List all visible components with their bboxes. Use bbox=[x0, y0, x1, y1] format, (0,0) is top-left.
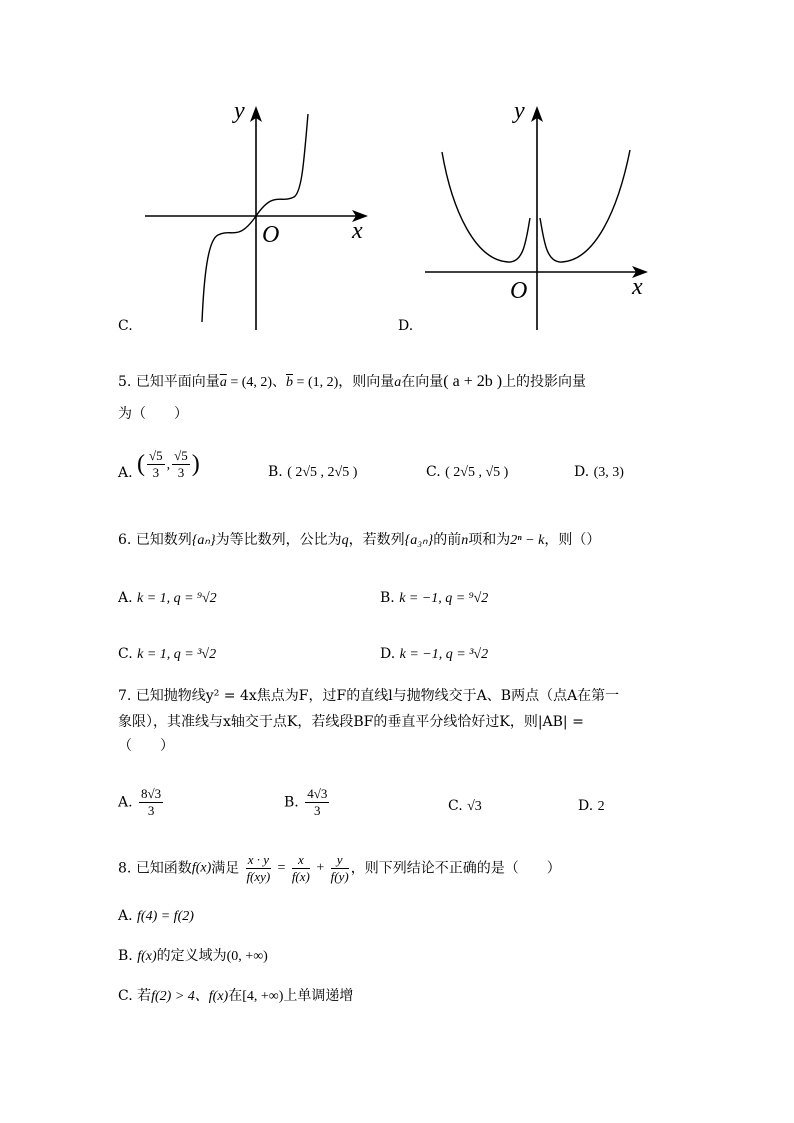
q5-option-b bbox=[268, 462, 357, 483]
q5-a-frac2: $\frac{√5}{3}$ bbox=[174, 448, 188, 480]
q7-option-d: D. 2 bbox=[578, 798, 605, 814]
graph-d-x-label: x bbox=[632, 274, 643, 300]
curve-c bbox=[202, 114, 308, 322]
q8-number: 8. bbox=[118, 860, 132, 877]
curve-d-left bbox=[442, 152, 530, 262]
q5-a-frac1: $\frac{√5}{3}$ bbox=[149, 448, 163, 480]
q5-line2: 为（ ） bbox=[118, 406, 188, 422]
q6-stem: 6. 已知数列{aₙ}为等比数列，公比为q，若数列{a₃ₙ}的前n项和为2ⁿ − k，则（） bbox=[118, 532, 601, 548]
q5-mid2: 在向量 bbox=[401, 374, 444, 390]
q7-number: 7. bbox=[118, 688, 132, 704]
q5-mid: ，则向量 bbox=[338, 374, 395, 390]
q5-option-a: A. ( $\frac{√5}{3}$ , $\frac{√5}{3}$ ) bbox=[118, 448, 200, 481]
q5-vec-a: $\overline{a}$ bbox=[219, 375, 227, 390]
q6-option-d: D. k = −1, q = ³√2 bbox=[380, 646, 489, 662]
q5-d-value: (3, 3) bbox=[593, 465, 624, 480]
q8-frac3: $\frac{y}{f(y)}$ bbox=[330, 852, 349, 884]
q5-c-value: ( 2√5 , √5 ) bbox=[445, 465, 509, 480]
q5-vec-b: $\overline{b}$ bbox=[286, 375, 294, 390]
q7-line1: 7. 已知抛物线y² = 4x焦点为F，过F的直线l与抛物线交于A、B两点（点A在第一 bbox=[118, 688, 620, 704]
q8-option-c: C. 若f(2) > 4、f(x)在[4, +∞)上单调递增 bbox=[118, 988, 354, 1004]
q6-b-value: k = −1, q = ⁹√2 bbox=[399, 591, 489, 606]
q5-a-label: A. bbox=[118, 465, 133, 481]
graph-c-x-label: x bbox=[352, 218, 363, 244]
q6-c-value: k = 1, q = ³√2 bbox=[137, 647, 217, 662]
q7-line3: （ ） bbox=[118, 738, 174, 754]
q6-seq1: {aₙ} bbox=[191, 533, 216, 548]
graph-d-origin: O bbox=[510, 278, 528, 304]
q7-option-a: A. $\frac{8√3}{3}$ bbox=[118, 786, 162, 818]
graph-c-origin: O bbox=[262, 222, 280, 248]
q5-vec-b-value: = (1, 2) bbox=[293, 375, 339, 390]
q5-b-label: B. bbox=[268, 464, 283, 480]
q5-option-c bbox=[426, 462, 508, 483]
q6-option-a: A. k = 1, q = ⁹√2 bbox=[118, 590, 217, 606]
q5-d-label: D. bbox=[574, 464, 590, 480]
q8-frac2: $\frac{x}{f(x)}$ bbox=[291, 852, 310, 884]
q5-vec-expr: ( a + 2b ) bbox=[443, 373, 503, 390]
q6-sum: 2ⁿ − k bbox=[510, 533, 545, 548]
q7-line2: 象限），其准线与x轴交于点K，若线段BF的垂直平分线恰好过K，则|AB| = bbox=[118, 714, 584, 730]
q5-vec-a-value: = (4, 2) bbox=[226, 375, 273, 390]
q6-number: 6. bbox=[118, 532, 132, 548]
q6-q: q bbox=[341, 533, 349, 548]
q8-frac1: $\frac{x \cdot y}{f(xy)}$ bbox=[246, 852, 271, 884]
q5-number: 5. bbox=[118, 374, 132, 390]
q5-post: 上的投影向量 bbox=[502, 374, 587, 390]
q5-vec-a2: a bbox=[394, 375, 402, 390]
q7-b-frac: $\frac{4√3}{3}$ bbox=[307, 786, 328, 818]
q5-option-d bbox=[574, 462, 624, 483]
q8-option-b: B. f(x)的定义域为(0, +∞) bbox=[118, 948, 268, 964]
q8-b-domain: (0, +∞) bbox=[226, 949, 268, 964]
graph-d-y-label: y bbox=[514, 98, 525, 124]
graph-c-y-label: y bbox=[234, 98, 245, 124]
graph-c bbox=[140, 100, 380, 335]
q6-a-value: k = 1, q = ⁹√2 bbox=[137, 591, 217, 606]
q6-option-b: B. k = −1, q = ⁹√2 bbox=[380, 590, 489, 606]
q8-c-cond: f(2) > 4、f(x) bbox=[151, 989, 229, 1004]
q6-d-value: k = −1, q = ³√2 bbox=[399, 647, 489, 662]
graph-d bbox=[420, 100, 660, 335]
curve-d-right bbox=[540, 150, 630, 262]
q8-option-a: A. f(4) = f(2) bbox=[118, 908, 194, 924]
q5-line1 bbox=[118, 372, 586, 393]
q6-n: n bbox=[461, 533, 469, 548]
q6-seq2: {a₃ₙ} bbox=[404, 533, 434, 548]
q8-c-interval: [4, +∞) bbox=[242, 989, 284, 1004]
q8-fx: f(x) bbox=[191, 860, 212, 876]
q5-pre: 已知平面向量 bbox=[135, 374, 220, 390]
q7-option-b: B. $\frac{4√3}{3}$ bbox=[284, 786, 328, 818]
q7-a-frac: $\frac{8√3}{3}$ bbox=[141, 786, 162, 818]
graph-c-option-label: C. bbox=[118, 318, 133, 334]
q8-stem: 8. 已知函数f(x)满足 $\frac{x \cdot y}{f(xy)}$ = $\frac{x}{f(x)}$ + $\frac{y}{f(y)}$ ，则下列结论不正确的是（ ） bbox=[118, 852, 561, 884]
q7-d-value: 2 bbox=[597, 799, 605, 814]
q7-c-value: √3 bbox=[467, 799, 482, 814]
q5-b-value: ( 2√5 , 2√5 ) bbox=[287, 465, 358, 480]
q6-option-c: C. k = 1, q = ³√2 bbox=[118, 646, 217, 662]
q7-option-c: C. √3 bbox=[448, 798, 482, 814]
q8-a-value: f(4) = f(2) bbox=[137, 909, 194, 924]
graph-d-option-label: D. bbox=[398, 318, 414, 334]
q5-sep: 、 bbox=[272, 374, 287, 390]
q5-c-label: C. bbox=[426, 464, 441, 480]
